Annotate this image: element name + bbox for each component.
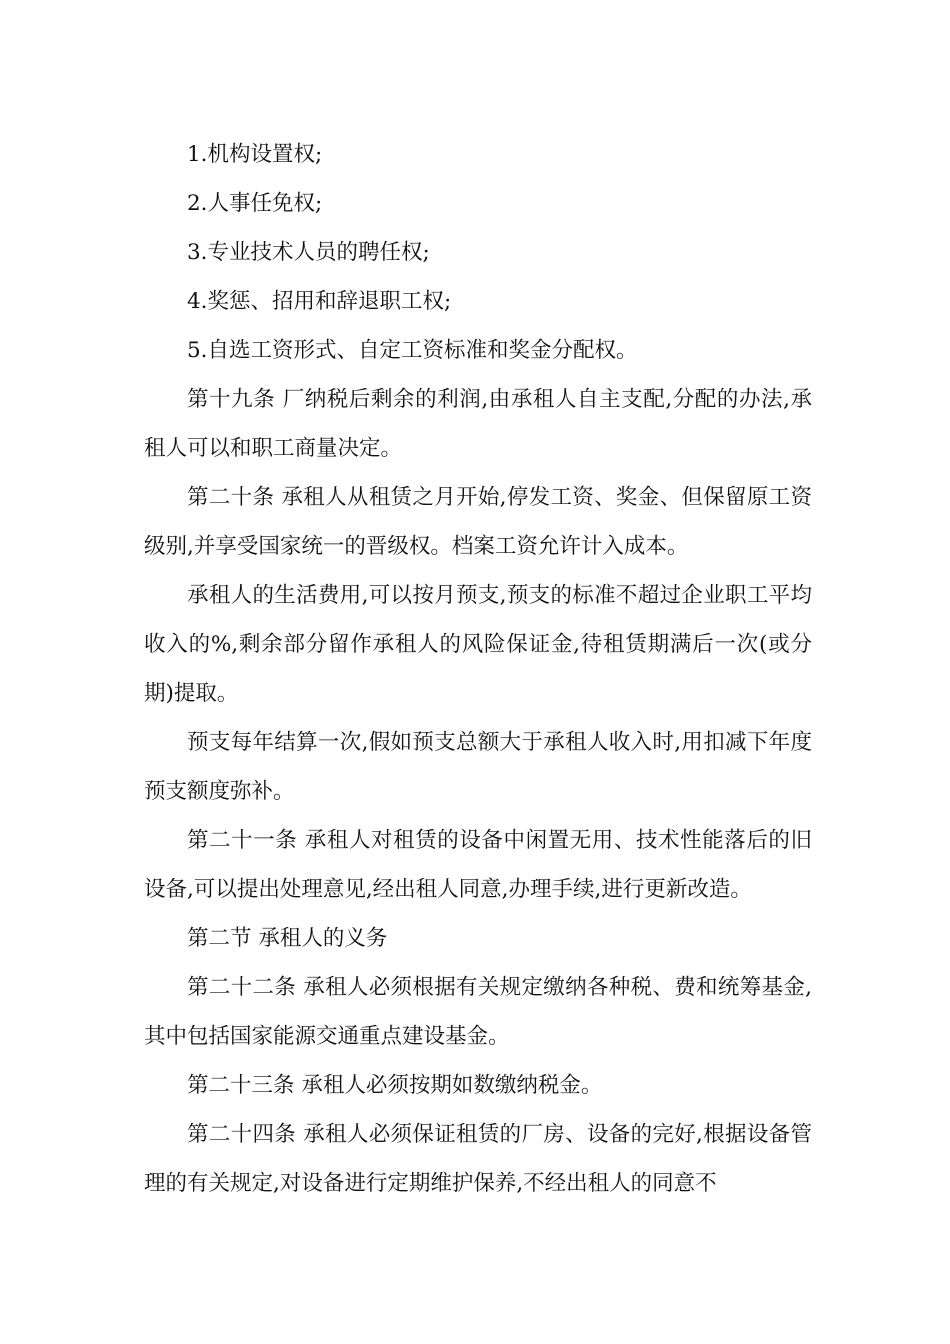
document-body	[144, 130, 812, 1208]
article-24: 第二十四条 承租人必须保证租赁的厂房、设备的完好,根据设备管理的有关规定,对设备进行定期维护保养,不经出租人的同意不	[144, 1122, 812, 1196]
article-20: 第二十条 承租人从租赁之月开始,停发工资、奖金、但保留原工资级别,并享受国家统一的晋级权。档案工资允许计入成本。	[144, 485, 812, 559]
list-item-hiring-tech-staff-right: 3.专业技术人员的聘任权;	[187, 240, 430, 265]
article-19: 第十九条 厂纳税后剩余的利润,由承租人自主支配,分配的办法,承租人可以和职工商量决定。	[144, 387, 812, 461]
section-heading-lessee-obligations: 第二节 承租人的义务	[187, 926, 388, 951]
list-item-wage-right: 5.自选工资形式、自定工资标准和奖金分配权。	[187, 338, 638, 363]
article-21: 第二十一条 承租人对租赁的设备中闲置无用、技术性能落后的旧设备,可以提出处理意见,经出租人同意,办理手续,进行更新改造。	[144, 828, 812, 902]
article-22: 第二十二条 承租人必须根据有关规定缴纳各种税、费和统筹基金,其中包括国家能源交通重点建设基金。	[144, 975, 812, 1049]
list-item-personnel-right: 2.人事任免权;	[187, 191, 323, 216]
list-item-org-setup-right: 1.机构设置权;	[187, 142, 323, 167]
living-expenses-paragraph: 承租人的生活费用,可以按月预支,预支的标准不超过企业职工平均收入的%,剩余部分留作承租人的风险保证金,待租赁期满后一次(或分期)提取。	[144, 583, 812, 706]
list-item-reward-punishment-right: 4.奖惩、招用和辞退职工权;	[187, 289, 452, 314]
annual-settlement-paragraph: 预支每年结算一次,假如预支总额大于承租人收入时,用扣减下年度预支额度弥补。	[144, 730, 812, 804]
article-23: 第二十三条 承租人必须按期如数缴纳税金。	[187, 1073, 603, 1098]
